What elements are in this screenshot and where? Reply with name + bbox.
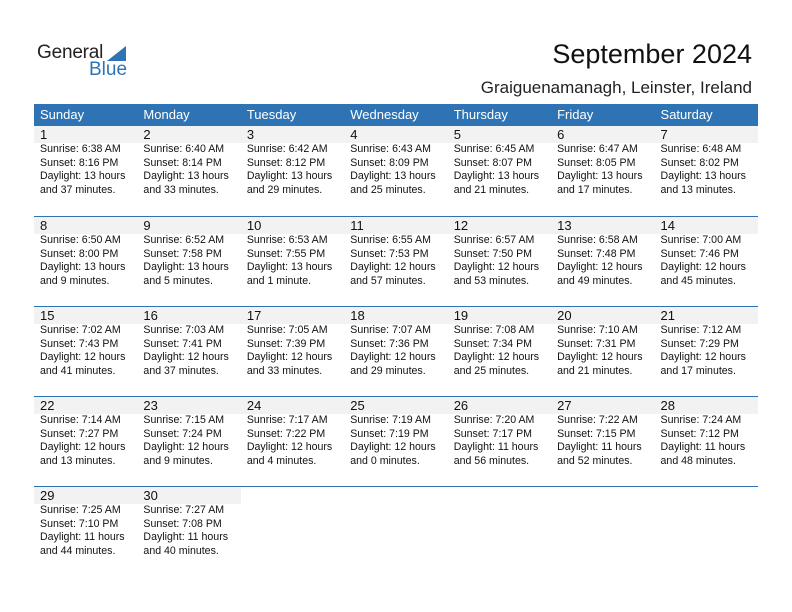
calendar-day-cell [34, 397, 137, 486]
calendar-day-cell [448, 397, 551, 486]
sun-info [34, 143, 137, 197]
day-number: 16 [137, 307, 240, 324]
sunrise-text: Sunrise: 7:12 AM [660, 324, 742, 336]
daylight-minutes-text: and 13 minutes. [660, 183, 736, 196]
weekday-header: Monday [143, 107, 190, 122]
calendar-day-cell [34, 217, 137, 306]
weekday-header: Sunday [40, 107, 85, 122]
sunset-text: Sunset: 7:55 PM [246, 247, 326, 260]
sunrise-text: Sunrise: 6:42 AM [246, 143, 328, 155]
sunset-text: Sunset: 7:53 PM [350, 247, 429, 260]
daylight-text: Daylight: 12 hours [453, 351, 540, 364]
sunset-text: Sunset: 7:50 PM [453, 247, 533, 260]
daylight-text: Daylight: 11 hours [453, 441, 539, 454]
daylight-text: Daylight: 12 hours [660, 351, 746, 364]
sunset-text: Sunset: 7:10 PM [40, 517, 119, 530]
calendar-day-cell [344, 307, 447, 396]
day-number: 26 [448, 397, 551, 414]
sunset-text: Sunset: 7:22 PM [246, 427, 326, 440]
sun-info [241, 143, 344, 197]
calendar-weeks [34, 126, 758, 576]
daylight-text: Daylight: 12 hours [557, 351, 643, 364]
daylight-text: Daylight: 12 hours [143, 441, 229, 454]
daylight-text: Daylight: 12 hours [557, 261, 643, 274]
sun-info [655, 414, 758, 468]
sun-info [448, 324, 551, 378]
day-number: 9 [137, 217, 240, 234]
sunrise-text: Sunrise: 7:27 AM [143, 504, 225, 516]
daylight-minutes-text: and 9 minutes. [143, 454, 213, 467]
daylight-text: Daylight: 11 hours [143, 531, 229, 544]
calendar-week-row [34, 126, 758, 216]
sunset-text: Sunset: 8:05 PM [557, 156, 636, 169]
sunrise-text: Sunrise: 7:17 AM [246, 414, 328, 426]
sunrise-text: Sunrise: 7:00 AM [660, 234, 742, 246]
calendar-week-row [34, 396, 758, 486]
sun-info [137, 143, 240, 197]
sun-info [34, 504, 137, 558]
sun-info [551, 234, 654, 288]
daylight-minutes-text: and 25 minutes. [453, 364, 530, 377]
sunrise-text: Sunrise: 7:22 AM [557, 414, 638, 426]
daylight-minutes-text: and 56 minutes. [453, 454, 530, 467]
daylight-minutes-text: and 37 minutes. [143, 364, 219, 377]
calendar-day-cell [655, 126, 758, 216]
weekday-header: Wednesday [350, 107, 419, 122]
sunrise-text: Sunrise: 7:20 AM [453, 414, 535, 426]
daylight-text: Daylight: 12 hours [246, 441, 333, 454]
calendar-day-cell [34, 307, 137, 396]
daylight-minutes-text: and 1 minute. [246, 274, 312, 287]
day-number: 24 [241, 397, 344, 414]
empty-day-cell [655, 487, 758, 576]
daylight-minutes-text: and 17 minutes. [557, 183, 633, 196]
sunrise-text: Sunrise: 6:55 AM [350, 234, 431, 246]
sun-info [344, 414, 447, 468]
calendar-week-row [34, 216, 758, 306]
empty-day-cell [448, 487, 551, 576]
calendar-day-cell [655, 307, 758, 396]
daylight-minutes-text: and 25 minutes. [350, 183, 426, 196]
weekday-header-row [34, 104, 758, 126]
sunset-text: Sunset: 8:14 PM [143, 156, 222, 169]
daylight-text: Daylight: 12 hours [453, 261, 540, 274]
daylight-text: Daylight: 13 hours [143, 170, 229, 183]
day-number: 8 [34, 217, 137, 234]
location-subtitle: Graiguenamanagh, Leinster, Ireland [480, 78, 752, 97]
sunset-text: Sunset: 7:29 PM [660, 337, 739, 350]
sunrise-text: Sunrise: 6:48 AM [660, 143, 742, 155]
weekday-header: Saturday [660, 107, 713, 122]
empty-day-cell [551, 487, 654, 576]
sunset-text: Sunset: 7:15 PM [557, 427, 636, 440]
sunset-text: Sunset: 7:31 PM [557, 337, 636, 350]
daylight-minutes-text: and 5 minutes. [143, 274, 213, 287]
sun-info [344, 143, 447, 197]
sun-info [551, 414, 654, 468]
sun-info [137, 414, 240, 468]
sunrise-text: Sunrise: 7:24 AM [660, 414, 742, 426]
calendar-day-cell [34, 126, 137, 216]
sunrise-text: Sunrise: 7:10 AM [557, 324, 638, 336]
sun-info [344, 324, 447, 378]
daylight-minutes-text: and 0 minutes. [350, 454, 420, 467]
daylight-minutes-text: and 40 minutes. [143, 544, 219, 557]
sunrise-text: Sunrise: 6:45 AM [453, 143, 535, 155]
daylight-minutes-text: and 49 minutes. [557, 274, 633, 287]
calendar-day-cell [448, 217, 551, 306]
daylight-text: Daylight: 13 hours [143, 261, 229, 274]
daylight-minutes-text: and 52 minutes. [557, 454, 633, 467]
daylight-text: Daylight: 11 hours [40, 531, 125, 544]
daylight-text: Daylight: 13 hours [453, 170, 540, 183]
sunrise-text: Sunrise: 7:07 AM [350, 324, 431, 336]
day-number: 3 [241, 126, 344, 143]
day-number: 28 [655, 397, 758, 414]
daylight-text: Daylight: 13 hours [246, 261, 333, 274]
day-number: 11 [344, 217, 447, 234]
sunrise-text: Sunrise: 6:57 AM [453, 234, 535, 246]
sunset-text: Sunset: 7:36 PM [350, 337, 429, 350]
day-number: 20 [551, 307, 654, 324]
calendar-day-cell [137, 307, 240, 396]
daylight-text: Daylight: 12 hours [660, 261, 746, 274]
daylight-minutes-text: and 45 minutes. [660, 274, 736, 287]
calendar-week-row [34, 486, 758, 576]
sun-info [34, 234, 137, 288]
daylight-text: Daylight: 13 hours [350, 170, 436, 183]
calendar-day-cell [34, 487, 137, 576]
calendar-day-cell [137, 217, 240, 306]
calendar-day-cell [448, 307, 551, 396]
sunset-text: Sunset: 7:27 PM [40, 427, 119, 440]
daylight-minutes-text: and 21 minutes. [557, 364, 633, 377]
day-number: 4 [344, 126, 447, 143]
daylight-minutes-text: and 57 minutes. [350, 274, 426, 287]
day-number: 13 [551, 217, 654, 234]
sunrise-text: Sunrise: 6:38 AM [40, 143, 121, 155]
daylight-text: Daylight: 13 hours [246, 170, 333, 183]
calendar-day-cell [241, 217, 344, 306]
sunset-text: Sunset: 7:24 PM [143, 427, 222, 440]
day-number: 15 [34, 307, 137, 324]
sunrise-text: Sunrise: 7:14 AM [40, 414, 121, 426]
sun-info [34, 324, 137, 378]
calendar-day-cell [344, 217, 447, 306]
daylight-text: Daylight: 12 hours [350, 351, 436, 364]
sunrise-text: Sunrise: 7:25 AM [40, 504, 121, 516]
calendar-day-cell [344, 397, 447, 486]
daylight-text: Daylight: 12 hours [40, 351, 126, 364]
sunrise-text: Sunrise: 6:50 AM [40, 234, 121, 246]
daylight-minutes-text: and 9 minutes. [40, 274, 110, 287]
brand-logo [37, 42, 137, 82]
daylight-minutes-text: and 4 minutes. [246, 454, 317, 467]
sunset-text: Sunset: 7:48 PM [557, 247, 636, 260]
sunset-text: Sunset: 8:02 PM [660, 156, 739, 169]
calendar-day-cell [137, 487, 240, 576]
calendar-day-cell [551, 217, 654, 306]
sun-info [655, 143, 758, 197]
day-number: 27 [551, 397, 654, 414]
daylight-minutes-text: and 21 minutes. [453, 183, 530, 196]
day-number: 1 [34, 126, 137, 143]
sunset-text: Sunset: 8:09 PM [350, 156, 429, 169]
sunset-text: Sunset: 8:12 PM [246, 156, 326, 169]
day-number: 18 [344, 307, 447, 324]
sunrise-text: Sunrise: 6:43 AM [350, 143, 431, 155]
sunrise-text: Sunrise: 6:47 AM [557, 143, 638, 155]
sun-info [137, 504, 240, 558]
daylight-text: Daylight: 11 hours [557, 441, 642, 454]
calendar-week-row [34, 306, 758, 396]
weekday-header: Tuesday [246, 107, 297, 122]
sunrise-text: Sunrise: 7:08 AM [453, 324, 535, 336]
sunrise-text: Sunrise: 7:19 AM [350, 414, 431, 426]
logo-general-text: General [37, 42, 104, 63]
sunset-text: Sunset: 8:00 PM [40, 247, 119, 260]
daylight-text: Daylight: 13 hours [660, 170, 746, 183]
day-number: 6 [551, 126, 654, 143]
sunrise-text: Sunrise: 7:03 AM [143, 324, 225, 336]
sunrise-text: Sunrise: 7:15 AM [143, 414, 225, 426]
sun-info [34, 414, 137, 468]
day-number: 21 [655, 307, 758, 324]
sunset-text: Sunset: 8:07 PM [453, 156, 533, 169]
calendar-day-cell [137, 397, 240, 486]
day-number: 14 [655, 217, 758, 234]
calendar-day-cell [551, 126, 654, 216]
day-number: 25 [344, 397, 447, 414]
empty-day-cell [344, 487, 447, 576]
daylight-text: Daylight: 13 hours [40, 261, 126, 274]
sunset-text: Sunset: 7:19 PM [350, 427, 429, 440]
sun-info [344, 234, 447, 288]
daylight-minutes-text: and 29 minutes. [350, 364, 426, 377]
calendar-day-cell [241, 307, 344, 396]
calendar-day-cell [655, 217, 758, 306]
sun-info [448, 234, 551, 288]
sunrise-text: Sunrise: 6:40 AM [143, 143, 225, 155]
sunrise-text: Sunrise: 6:53 AM [246, 234, 328, 246]
sunset-text: Sunset: 7:39 PM [246, 337, 326, 350]
day-number: 17 [241, 307, 344, 324]
calendar-day-cell [241, 126, 344, 216]
sunset-text: Sunset: 7:43 PM [40, 337, 119, 350]
sun-info [448, 414, 551, 468]
daylight-text: Daylight: 11 hours [660, 441, 746, 454]
calendar-day-cell [655, 397, 758, 486]
day-number: 12 [448, 217, 551, 234]
calendar-grid [34, 104, 758, 576]
sun-info [137, 324, 240, 378]
daylight-minutes-text: and 41 minutes. [40, 364, 116, 377]
sun-info [137, 234, 240, 288]
daylight-minutes-text: and 37 minutes. [40, 183, 116, 196]
day-number: 7 [655, 126, 758, 143]
sun-info [551, 324, 654, 378]
sunrise-text: Sunrise: 6:52 AM [143, 234, 225, 246]
logo-blue-text: Blue [89, 59, 128, 80]
day-number: 10 [241, 217, 344, 234]
daylight-text: Daylight: 13 hours [40, 170, 126, 183]
sunrise-text: Sunrise: 7:05 AM [246, 324, 328, 336]
sun-info [655, 324, 758, 378]
sunset-text: Sunset: 7:08 PM [143, 517, 222, 530]
page-title: September 2024 [552, 39, 752, 69]
calendar-day-cell [551, 397, 654, 486]
sun-info [448, 143, 551, 197]
sunset-text: Sunset: 8:16 PM [40, 156, 119, 169]
day-number: 29 [34, 487, 137, 504]
calendar-day-cell [241, 397, 344, 486]
calendar-day-cell [344, 126, 447, 216]
sunset-text: Sunset: 7:12 PM [660, 427, 739, 440]
day-number: 23 [137, 397, 240, 414]
day-number: 5 [448, 126, 551, 143]
daylight-text: Daylight: 12 hours [246, 351, 333, 364]
daylight-minutes-text: and 13 minutes. [40, 454, 116, 467]
calendar-day-cell [448, 126, 551, 216]
daylight-minutes-text: and 53 minutes. [453, 274, 530, 287]
day-number: 19 [448, 307, 551, 324]
day-number: 30 [137, 487, 240, 504]
daylight-minutes-text: and 48 minutes. [660, 454, 736, 467]
daylight-text: Daylight: 12 hours [143, 351, 229, 364]
sunset-text: Sunset: 7:17 PM [453, 427, 533, 440]
day-number: 22 [34, 397, 137, 414]
sunset-text: Sunset: 7:58 PM [143, 247, 222, 260]
sun-info [241, 234, 344, 288]
sun-info [551, 143, 654, 197]
weekday-header: Thursday [453, 107, 508, 122]
calendar-day-cell [551, 307, 654, 396]
daylight-text: Daylight: 12 hours [350, 441, 436, 454]
daylight-text: Daylight: 12 hours [350, 261, 436, 274]
weekday-header: Friday [557, 107, 594, 122]
sunset-text: Sunset: 7:34 PM [453, 337, 533, 350]
daylight-minutes-text: and 29 minutes. [246, 183, 323, 196]
sunrise-text: Sunrise: 6:58 AM [557, 234, 638, 246]
daylight-minutes-text: and 33 minutes. [246, 364, 323, 377]
sunrise-text: Sunrise: 7:02 AM [40, 324, 121, 336]
calendar-day-cell [137, 126, 240, 216]
sun-info [241, 324, 344, 378]
sun-info [241, 414, 344, 468]
daylight-minutes-text: and 17 minutes. [660, 364, 736, 377]
daylight-text: Daylight: 12 hours [40, 441, 126, 454]
daylight-minutes-text: and 33 minutes. [143, 183, 219, 196]
sunset-text: Sunset: 7:41 PM [143, 337, 222, 350]
empty-day-cell [241, 487, 344, 576]
daylight-minutes-text: and 44 minutes. [40, 544, 116, 557]
sun-info [655, 234, 758, 288]
day-number: 2 [137, 126, 240, 143]
sunset-text: Sunset: 7:46 PM [660, 247, 739, 260]
daylight-text: Daylight: 13 hours [557, 170, 643, 183]
